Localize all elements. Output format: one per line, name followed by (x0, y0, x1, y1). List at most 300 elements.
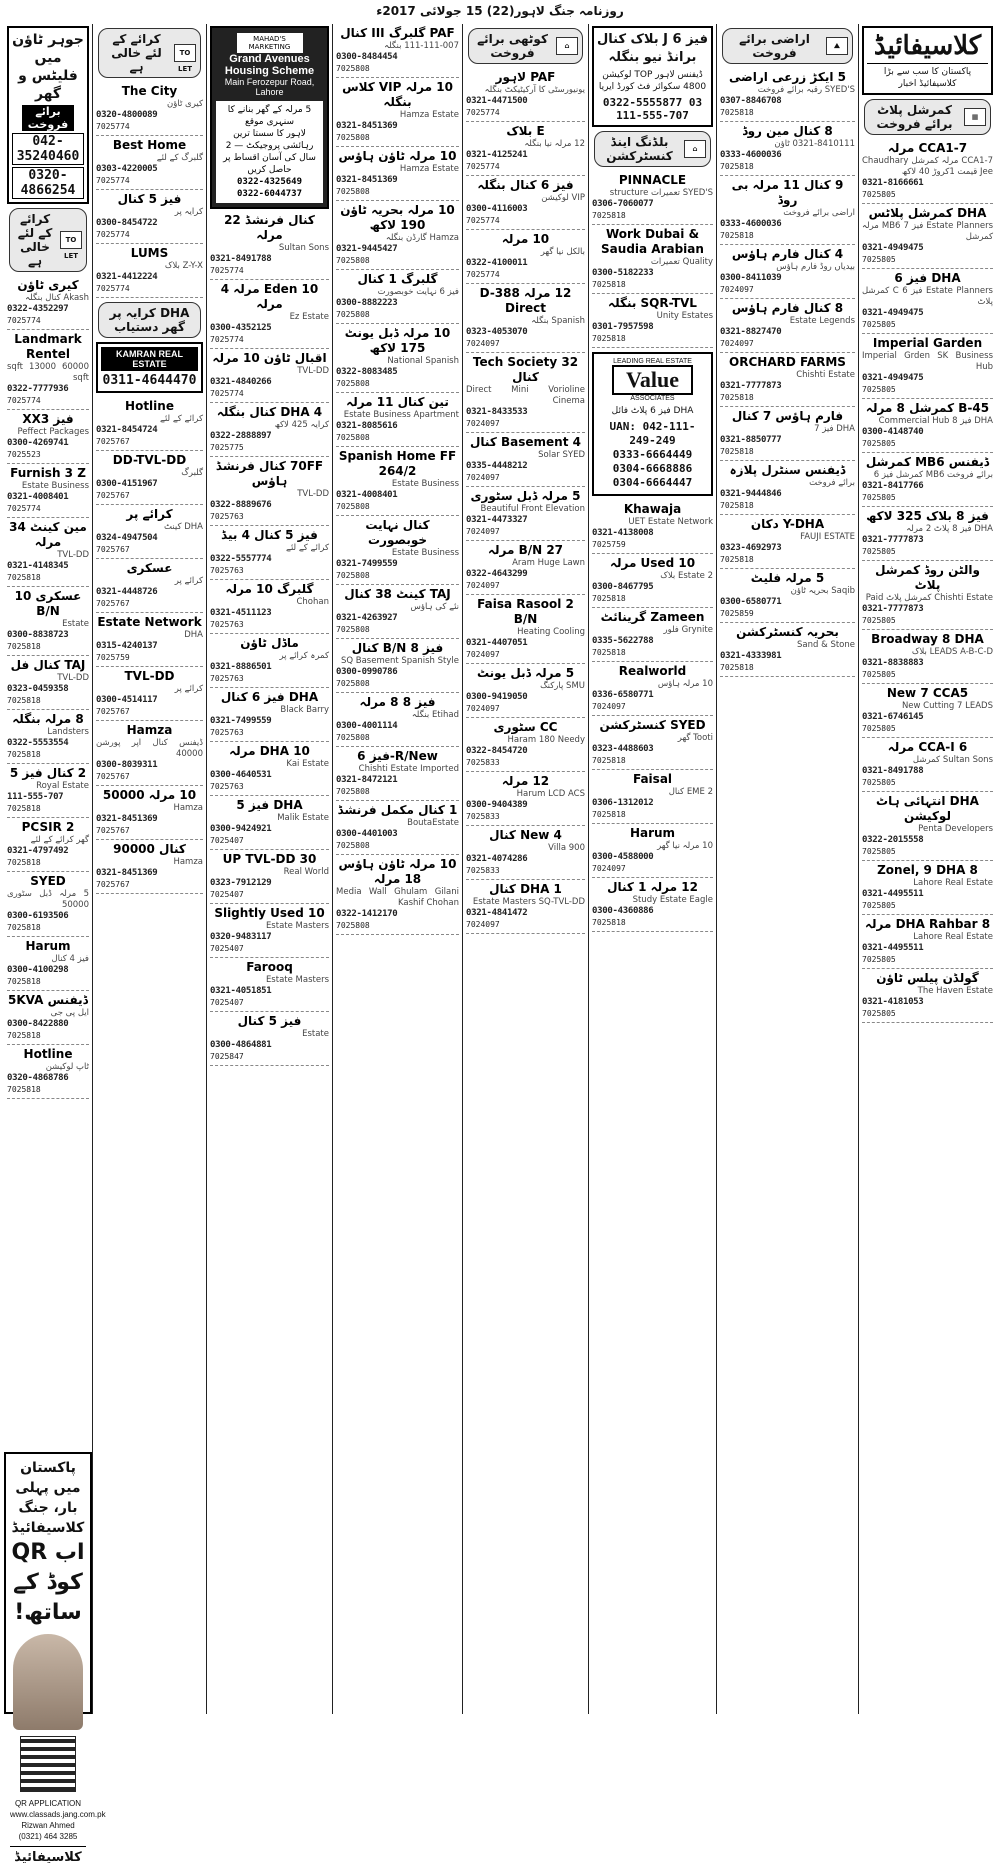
ad-heading: کنال فرنشڈ 22 مرلہ (224, 212, 315, 242)
ad-body: The Haven Estate (917, 986, 993, 996)
classified-ad (336, 747, 459, 801)
ad-phone: 0321-4138008 (592, 528, 654, 538)
ad-heading: SQR-TVL بنگلہ (608, 296, 697, 310)
ad-id: 7025805 (862, 1009, 896, 1018)
ad-heading: فیز 6 کنال بنگلہ (477, 178, 574, 192)
section-header: TO LET کرائے کے لئے خالی ہے (98, 28, 201, 78)
ad-heading: گلبرگ 10 مرلہ (225, 581, 314, 596)
ad-body: 111-111-007 بنگلہ (384, 41, 459, 51)
ad-body: گلبرگ کے لئے (156, 153, 203, 163)
ad-heading: PAF گلبرگ III کنال (340, 26, 455, 40)
classified-ad (210, 580, 329, 634)
ad-body: کرائے پر (174, 684, 203, 694)
ad-id: 7025808 (336, 379, 370, 388)
columns (4, 24, 996, 1865)
ad-phone: 111-555-707 (7, 792, 64, 802)
ad-id: 7025774 (96, 230, 130, 239)
classified-ad (862, 561, 993, 630)
kamran-phone: 0311-4644470 (102, 373, 197, 388)
ad-body: New Cutting 7 LEADS (901, 701, 993, 711)
ad-body: نئے کی ہاؤس (410, 602, 459, 612)
ad-body: UET Estate Network (628, 517, 713, 527)
ad-id: 7025805 (862, 547, 896, 556)
section-header: ▦ کمرشل پلاٹ برائے فروخت (864, 99, 991, 135)
ad-phone: 0321-4797492 (7, 846, 69, 856)
ad-heading: Khawaja (623, 502, 682, 516)
ad-id: 7025767 (96, 772, 130, 781)
ad-phone: 0324-4947504 (96, 533, 158, 543)
ad-heading: 5 مرلہ فلیٹ (750, 571, 825, 585)
ad-phone: 0300-4352125 (210, 322, 272, 333)
ad-phone: 0333-4600036 (720, 150, 782, 160)
ad-id: 7025818 (7, 1085, 41, 1094)
classified-ad (336, 516, 459, 585)
ad-heading: Work Dubai & Saudia Arabian (601, 227, 704, 256)
ad-heading: 10 مرلہ VIP کلاس بنگلہ (342, 80, 453, 109)
classified-ad (466, 122, 585, 176)
ad-phone: 0300-4864881 (210, 1039, 272, 1050)
ad-heading: کرائے پر (126, 507, 173, 521)
ad-body: کمرہ کرائے پر (279, 650, 329, 661)
value-phone: UAN: 042-111-249-249 (609, 420, 696, 447)
classified-ad (720, 461, 855, 515)
ad-phone: 0321-8472121 (336, 775, 398, 785)
ad-heading: 30 UP TVL-DD (222, 851, 317, 866)
value-body: DHA فیز 6 پلاٹ فائل (611, 406, 694, 416)
ad-heading: ماڈل ٹاؤن (240, 635, 299, 650)
ad-heading: PINNACLE (618, 173, 687, 187)
ad-id: 7025808 (336, 733, 370, 742)
ad-id: 7024097 (592, 702, 626, 711)
dateline: روزنامہ جنگ لاہور(22) 15 جولائی 2017ء (376, 4, 624, 18)
ad-heading: Hotline (23, 1047, 73, 1061)
ad-phone: 0321-8491788 (862, 766, 924, 776)
ad-id: 7025763 (210, 673, 244, 683)
classified-ad (720, 515, 855, 569)
ad-id: 7025407 (210, 943, 244, 953)
ad-id: 7025763 (210, 565, 244, 575)
ad-body: Hamza Estate (399, 164, 459, 174)
classified-ad (336, 24, 459, 78)
ad-id: 7025818 (7, 750, 41, 759)
ad-heading: 10 مرلہ بحریہ ٹاؤن 190 لاکھ (340, 203, 455, 232)
ad-body: Estate (302, 1028, 329, 1039)
qr-headline: پاکستان میں پہلی بار، جنگ کلاسیفائیڈ (11, 1460, 85, 1536)
ad-heading: DHA فیز 6 (894, 271, 961, 285)
ad-id: 7025818 (7, 573, 41, 582)
ad-phone: 0321-4949475 (862, 243, 924, 253)
ad-heading: 4 کنال فارم ہاؤس (731, 247, 844, 261)
ad-heading: 10 مرلہ ٹاؤن ہاؤس (338, 149, 457, 163)
ad-body: Hamza (173, 857, 203, 867)
ad-heading: Hotline (125, 399, 174, 413)
ad-phone: 0321-8433533 (466, 407, 528, 417)
ad-heading: 2 کنال فیز 5 (9, 766, 87, 780)
ad-body: کرایہ پر (174, 207, 203, 217)
ad-heading: ڈیفنس MB6 کمرشل (865, 455, 990, 469)
classified-ad (210, 904, 329, 958)
value-phone: 0304-6664447 (612, 476, 693, 489)
ad-heading: 10 مرلہ 50000 (102, 788, 197, 802)
ad-id: 7025808 (336, 571, 370, 580)
ad-id: 7025805 (862, 847, 896, 856)
ad-body: 5 مرلہ ڈبل سٹوری 50000 (7, 889, 89, 910)
ad-heading: Zameen گرینائٹ (600, 610, 705, 624)
featured-phones: 0322-5555877 03 111-555-707 (602, 96, 703, 122)
classified-ad (720, 68, 855, 122)
classified-ad (592, 171, 713, 225)
ad-id: 7025407 (210, 835, 244, 845)
ad-id: 7025818 (7, 1031, 41, 1040)
grand-text: لاہور کا سستا ترین رہائشی پروجیکٹ — 2 سال کی آسان اقساط پر حاصل کریں (223, 128, 316, 175)
qr-code-icon (20, 1736, 76, 1792)
classified-ad (7, 937, 89, 991)
ad-phone: 0300-4151967 (96, 479, 158, 489)
classified-ad (210, 280, 329, 349)
ad-body: DHA کینٹ (164, 522, 203, 532)
classified-ad (862, 334, 993, 399)
ad-heading: 12 مرلہ 1 کنال (607, 880, 698, 894)
ad-body: 60000 sqft 13000 sqft (7, 362, 89, 383)
classified-ad (466, 487, 585, 541)
ad-heading: فیز 8 B/N کنال (351, 641, 444, 655)
ad-body: SYED'S تعمیرات structure (609, 188, 713, 198)
ad-phone: 0300-8882223 (336, 298, 398, 308)
ad-phone: 0300-6193506 (7, 911, 69, 921)
ad-body: Estate 2 بلاک (660, 571, 713, 581)
ad-id: 7024097 (466, 920, 500, 929)
ad-body: SYED'S رقبہ برائے فروخت (757, 85, 855, 95)
ad-body: TVL-DD (57, 550, 89, 560)
classified-ad (210, 1012, 329, 1066)
ad-id: 7025763 (210, 511, 244, 521)
featured-ad (592, 26, 713, 127)
ad-id: 7025407 (210, 997, 244, 1007)
ad-body: CCA1-7 مرلہ کمرشل Chaudhary Jee قیمت 1کروڑ 40 لاکھ (862, 156, 993, 177)
ad-id: 7025818 (720, 231, 754, 240)
ad-list (862, 139, 993, 1023)
classified-ad (862, 630, 993, 684)
ad-id: 7025818 (720, 162, 754, 171)
ad-body: LEADS A-B-C-D بلاک (911, 647, 993, 657)
ad-id: 7025774 (96, 176, 130, 185)
ad-heading: 8 کنال مین روڈ (742, 124, 833, 138)
ad-phone: 0322-5553554 (7, 738, 69, 748)
ad-heading: Harum (25, 939, 71, 953)
johar-town-ad (7, 26, 89, 204)
ad-id: 7025818 (720, 663, 754, 672)
ad-heading: عسکری (126, 561, 173, 575)
ad-phone: 0321-4448726 (96, 587, 158, 597)
classified-ad (96, 82, 203, 136)
ad-body: گلبرگ (181, 468, 203, 478)
ad-body: 10 مرلہ نیا گھر (657, 841, 713, 851)
ad-body: Malik Estate (277, 812, 329, 823)
ad-id: 7025805 (862, 901, 896, 910)
grand-body (216, 101, 323, 203)
ad-body: Sultan Sons کمرشل (912, 755, 993, 765)
ad-phone: 0321-8827470 (720, 327, 782, 337)
ad-body: Aram Huge Lawn (512, 558, 585, 568)
ad-body: Chishti Estate کمرشل پلاٹ Paid (865, 593, 993, 603)
classified-ad (96, 397, 203, 451)
johar-phone: 0320-4866254 (12, 167, 84, 199)
ad-body: Unity Estates (656, 311, 713, 321)
ad-body: 900 Villa (548, 843, 585, 853)
classified-ad (466, 353, 585, 433)
qr-logo: کلاسیفائیڈ (10, 1846, 86, 1865)
ad-id: 7025818 (720, 447, 754, 456)
ad-body: Haram 180 Needy (507, 735, 585, 745)
ad-phone: 0300-4588000 (592, 852, 654, 862)
ad-heading: Estate Network (97, 615, 202, 629)
ad-id: 7024097 (466, 650, 500, 659)
ad-body: Estate Business (21, 481, 89, 491)
ad-phone: 0336-6580771 (592, 690, 654, 700)
ad-phone: 0322-2888897 (210, 430, 272, 441)
ad-body: Solar SYED (538, 450, 585, 460)
ad-phone: 0300-4640531 (210, 769, 272, 780)
ad-list (96, 82, 203, 298)
ad-phone: 0322-4352297 (7, 304, 69, 314)
classified-ad (96, 451, 203, 505)
classified-ad (466, 68, 585, 122)
ad-phone: 0300-9404389 (466, 800, 528, 810)
classified-ad (7, 587, 89, 656)
ad-heading: DHA 10 مرلہ (229, 743, 310, 758)
ad-body: کرائے کے لئے (159, 414, 203, 424)
classified-ad (7, 818, 89, 872)
ad-id: 7025805 (862, 190, 896, 199)
ad-phone: 0321-8454724 (96, 425, 158, 435)
ad-id: 7025808 (336, 133, 370, 142)
ad-body: فیز 4 کنال (51, 954, 89, 964)
ad-phone: 0321-8451369 (96, 868, 158, 878)
ad-id: 7025759 (96, 653, 130, 662)
ad-body: Estate Masters (265, 974, 329, 985)
classified-ad (862, 507, 993, 561)
ad-id: 7025774 (96, 122, 130, 131)
ad-body: FAUJI ESTATE (800, 532, 855, 542)
classified-ad (862, 915, 993, 969)
ad-heading: مین کینٹ 34 مرلہ (9, 520, 87, 549)
ad-phone: 0321-7777873 (862, 535, 924, 545)
ad-phone: 0321-4074286 (466, 854, 528, 864)
ad-id: 7025808 (336, 187, 370, 196)
qr-url: www.classads.jang.com.pk (10, 1810, 106, 1819)
ad-id: 7025767 (96, 826, 130, 835)
ad-id: 7025805 (862, 320, 896, 329)
ad-id: 7025808 (336, 787, 370, 796)
classified-ad (7, 276, 89, 330)
ad-phone: 0300-4514117 (96, 695, 158, 705)
ad-phone: 0321-4511123 (210, 607, 272, 618)
qr-promo (4, 1452, 106, 1865)
ad-id: 7025808 (336, 625, 370, 634)
ad-id: 7025818 (7, 977, 41, 986)
ad-body: Chohan (296, 596, 329, 607)
featured-subtitle: ڈیفنس لاہور TOP لوکیشن 4800 سکوائر فٹ کورڈ ایریا (598, 70, 707, 92)
classified-ad (210, 958, 329, 1012)
classified-ad (592, 824, 713, 878)
ad-body: Akash کنال بنگلہ (25, 293, 89, 303)
classified-ad (466, 826, 585, 880)
building-icon: ⌂ (684, 140, 706, 158)
classified-ad (720, 569, 855, 623)
ad-heading: فیز 5 کنال 4 بیڈ (221, 527, 318, 542)
ad-heading: R/New-فیز 6 (357, 749, 438, 763)
ad-phone: 0323-0459358 (7, 684, 69, 694)
ad-id: 7025774 (466, 162, 500, 171)
ad-phone: 0320-4800089 (96, 110, 158, 120)
ad-body: Hamza گارڈن بنگلہ (385, 233, 459, 243)
ad-phone: 0321-4263927 (336, 613, 398, 623)
classified-ad (862, 453, 993, 507)
ad-body: Spanish بنگلہ (531, 316, 585, 326)
classified-ad (7, 1045, 89, 1099)
ad-phone: 0300-6580771 (720, 597, 782, 607)
ad-phone: 0321-8166661 (862, 178, 924, 188)
ad-body: اراضی برائے فروخت (783, 208, 855, 218)
classified-ad (466, 541, 585, 595)
ad-phone: 0323-4053070 (466, 327, 528, 337)
ad-body: Estate Masters SQ-TVL-DD (472, 897, 585, 907)
ad-body: Royal Estate (36, 781, 89, 791)
ad-body: SMU پارکنگ (540, 681, 585, 691)
ad-id: 7025833 (466, 758, 500, 767)
ad-phone: 0307-8846708 (720, 96, 782, 106)
ad-phone: 0321-8417766 (862, 481, 924, 491)
ad-phone: 0300-8484454 (336, 52, 398, 62)
classified-ad (466, 176, 585, 230)
ad-body: Kai Estate (286, 758, 329, 769)
ad-id: 7025767 (96, 880, 130, 889)
ad-phone: 0323-4488603 (592, 744, 654, 754)
ad-body: ایل پی جی (50, 1008, 89, 1018)
classified-ad (592, 716, 713, 770)
ad-phone: 0303-4220005 (96, 164, 158, 174)
ad-heading: TVL-DD (124, 669, 175, 683)
classified-ad (210, 211, 329, 280)
ad-id: 7025818 (592, 594, 626, 603)
ad-heading: DHA Rahbar 8 مرلہ (864, 917, 991, 931)
ad-phone: 0321-8886501 (210, 661, 272, 672)
classified-ad (7, 410, 89, 464)
ad-body: TVL-DD (297, 365, 329, 376)
ad-heading: Best Home (112, 138, 187, 152)
grand-title: Grand Avenues Housing Scheme (224, 52, 315, 77)
ad-heading: کیری ٹاؤن (17, 278, 79, 292)
ad-id: 7025805 (862, 724, 896, 733)
classified-ad (336, 147, 459, 201)
classified-ad (592, 662, 713, 716)
ad-id: 7025818 (592, 211, 626, 220)
qr-label: QR APPLICATION (14, 1799, 82, 1808)
ad-body: ڈیفنس کنال اپر پورشن 40000 (96, 738, 203, 759)
ad-body: Sultan Sons (278, 242, 329, 253)
classified-ad (96, 190, 203, 244)
ad-body: Etihad بنگلہ (411, 710, 459, 720)
classified-ad (336, 201, 459, 270)
logo-title: کلاسیفائیڈ (873, 31, 982, 61)
classified-ad (336, 585, 459, 639)
classified-ad (862, 399, 993, 453)
ad-phone: 0300-4100298 (7, 965, 69, 975)
classified-ad (862, 969, 993, 1023)
ad-id: 7025774 (466, 108, 500, 117)
classified-ad (7, 991, 89, 1045)
ad-phone: 0321-7499559 (336, 559, 398, 569)
ad-heading: Zonel, 9 DHA 8 (877, 863, 978, 877)
value-associates-ad (592, 352, 713, 496)
ad-body: DHA فیز 8 Commercial Hub (878, 416, 993, 426)
ad-body: Chishti Estate Imported (358, 764, 459, 774)
ad-id: 7025805 (862, 778, 896, 787)
ad-phone: 0300-4116003 (466, 204, 528, 214)
ad-id: 7025759 (592, 540, 626, 549)
ad-phone: 0322-4643299 (466, 569, 528, 579)
ad-heading: تین کنال 11 مرلہ (346, 395, 449, 409)
ad-phone: 0321-4181053 (862, 997, 924, 1007)
ad-id: 7025774 (466, 216, 500, 225)
ad-heading: DHA 1 کنال (489, 882, 562, 896)
ad-heading: 5 ایکڑ زرعی اراضی (729, 70, 846, 84)
ad-phone: 0300-8411039 (720, 273, 782, 283)
ad-body: Real World (283, 866, 329, 877)
ad-list (466, 68, 585, 934)
johar-phone: 042-35240460 (12, 133, 84, 165)
kamran-tag: KAMRAN REAL ESTATE (101, 347, 198, 371)
ad-phone: 0321-4407051 (466, 638, 528, 648)
ad-heading: DHA فیز 6 کنال (220, 689, 319, 704)
ad-body: Landsters (47, 727, 89, 737)
qr-contact: Rizwan Ahmed (0321) 464 3285 (18, 1821, 78, 1841)
ad-body: Saqib بحریہ ٹاؤن (790, 586, 855, 596)
ad-id: 7025774 (7, 504, 41, 513)
ad-heading: Landmark Rentel (14, 332, 82, 361)
column-6 (206, 24, 332, 1714)
classified-ad (210, 796, 329, 850)
ad-list (7, 276, 89, 1099)
ad-body: گھر کرائے کے لئے (30, 835, 89, 845)
ad-heading: فیز 8 بلاک 325 لاکھ (866, 509, 989, 523)
ad-id: 7025774 (210, 265, 244, 275)
qr-tagline: اب QR کوڈ کے ساتھ! (11, 1540, 85, 1625)
featured-title: فیز 6 J بلاک کنال برانڈ نیو بنگلہ (596, 32, 708, 65)
logo-subtitle: پاکستان کا سب سے بڑا کلاسیفائیڈ اخبار (867, 63, 988, 90)
ad-id: 7025767 (96, 599, 130, 608)
ad-heading: فیز XX3 (22, 412, 74, 426)
ad-heading: DHA فیز 5 (236, 797, 303, 812)
classified-ad (592, 294, 713, 348)
ad-heading: E بلاک (506, 124, 545, 138)
value-phone: 0304-6668886 (612, 462, 693, 475)
ad-phone: 0321-4008401 (7, 492, 69, 502)
ad-heading: Broadway 8 DHA (871, 632, 984, 646)
ad-id: 7025818 (720, 393, 754, 402)
ad-phone: 0300-4148740 (862, 427, 924, 437)
ad-phone: 0300-8422880 (7, 1019, 69, 1029)
classified-ad (592, 608, 713, 662)
ad-body: برائے فروخت MB6 کمرشل فیز 6 (873, 470, 993, 480)
ad-heading: DHA 4 کنال بنگلہ (216, 404, 323, 419)
section-header: DHA کرایہ پر گھر دستیاب (98, 302, 201, 338)
ad-body: TVL-DD (297, 488, 329, 499)
ad-phone: 0323-7912129 (210, 877, 272, 888)
ad-body: Estate Business Apartment (343, 410, 459, 420)
ad-phone: 0300-0990786 (336, 667, 398, 677)
ad-body: Ez Estate (289, 311, 329, 322)
